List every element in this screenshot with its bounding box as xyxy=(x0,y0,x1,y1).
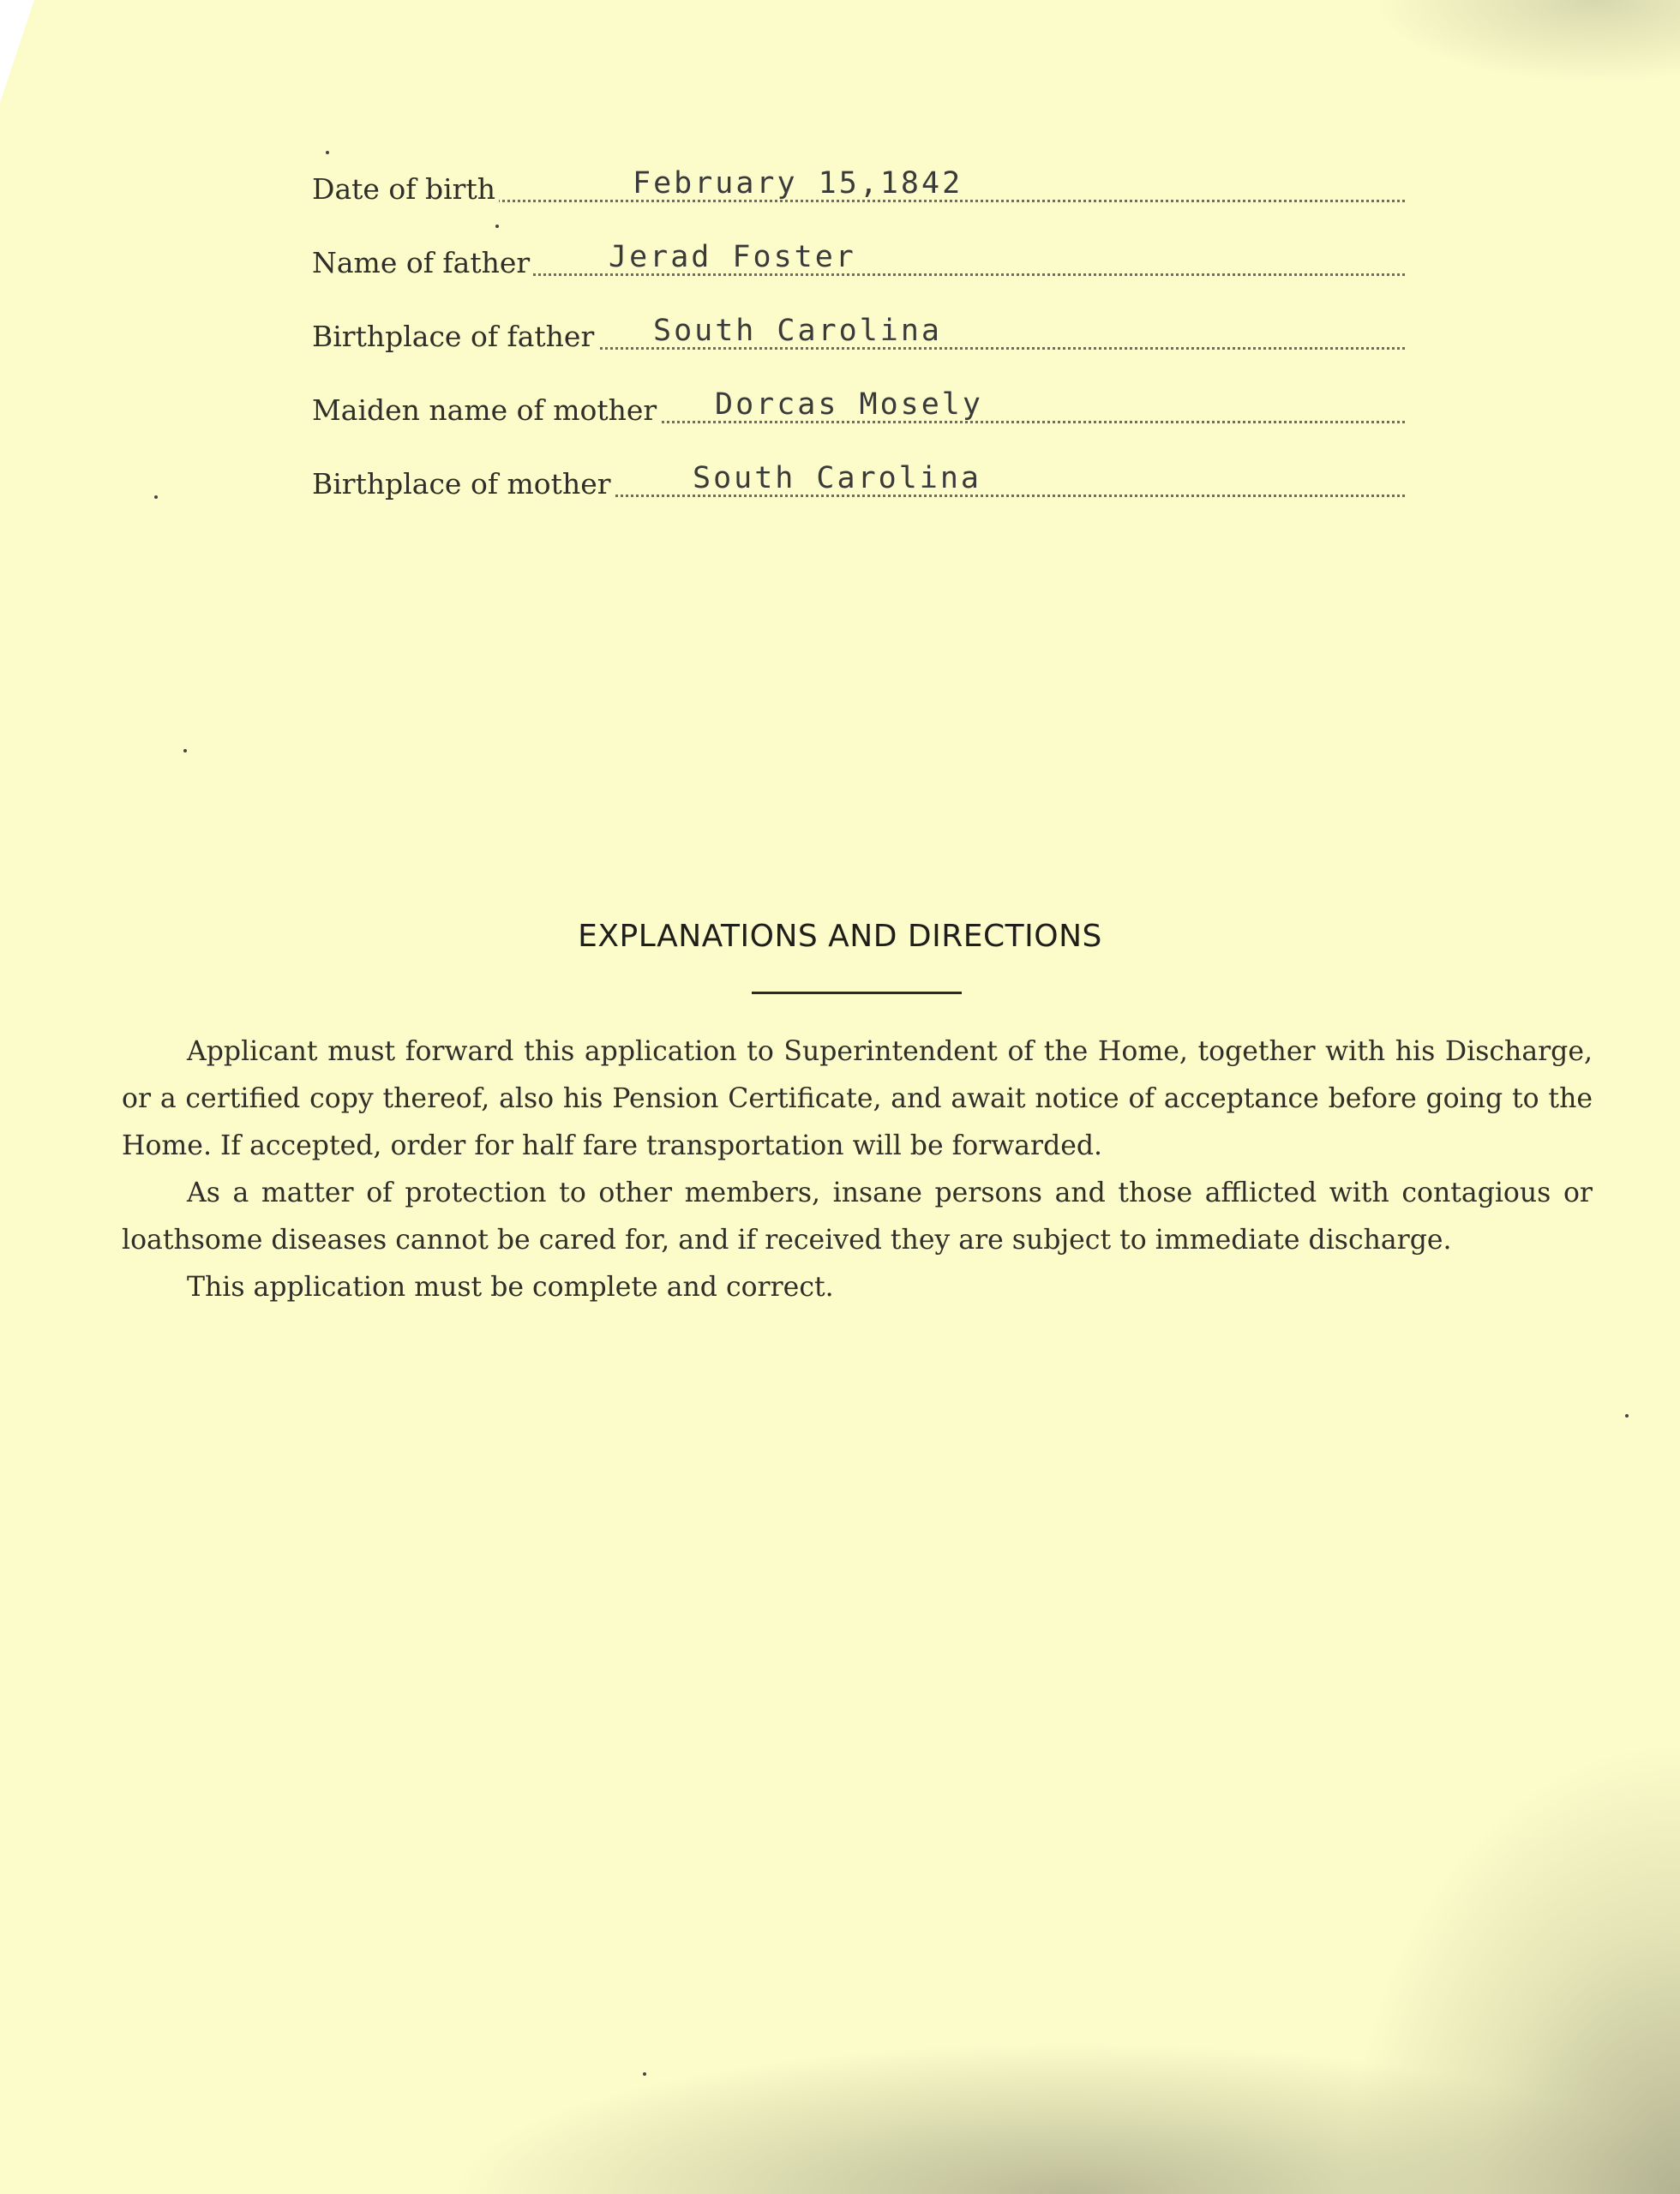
field-name-of-father xyxy=(312,228,1405,288)
field-label: Birthplace of father xyxy=(312,320,597,353)
section-heading: EXPLANATIONS AND DIRECTIONS xyxy=(578,919,1102,954)
field-maiden-name-of-mother xyxy=(312,375,1405,435)
directions-paragraph: This application must be complete and correct. xyxy=(187,1272,834,1303)
field-birthplace-of-father xyxy=(312,302,1405,362)
field-label: Maiden name of mother xyxy=(312,393,660,427)
ink-speck xyxy=(495,225,499,228)
directions-paragraph: As a matter of protection to other members, insane persons and those afflicted with contagious or loathsome diseases cannot be cared for, and if received they are subject to immediate discharge. xyxy=(122,1178,1593,1256)
ink-speck xyxy=(154,495,158,499)
field-date-of-birth xyxy=(312,154,1405,214)
field-birthplace-of-mother xyxy=(312,449,1405,509)
ink-speck xyxy=(326,151,329,154)
field-label: Birthplace of mother xyxy=(312,467,615,501)
heading-underline xyxy=(752,992,962,994)
ink-speck xyxy=(1625,1414,1629,1418)
ink-speck xyxy=(643,2072,646,2076)
directions-paragraph: Applicant must forward this application to Superintendent of the Home, together with his Discharge, or a certified copy thereof, also his Pension Certificate, and await notice of acceptance before going to the Home. If accepted, order for half fare transportation will be forwarded. xyxy=(122,1036,1593,1161)
directions-text xyxy=(122,1028,1593,1311)
field-value: Jerad Foster xyxy=(609,240,856,274)
field-value: Dorcas Mosely xyxy=(715,387,983,422)
ink-speck xyxy=(183,749,187,752)
field-label: Name of father xyxy=(312,246,533,279)
folded-corner xyxy=(0,0,34,103)
field-label: Date of birth xyxy=(312,172,499,206)
field-value: South Carolina xyxy=(693,461,982,495)
field-value: February 15,1842 xyxy=(633,166,963,201)
field-value: South Carolina xyxy=(653,314,943,348)
